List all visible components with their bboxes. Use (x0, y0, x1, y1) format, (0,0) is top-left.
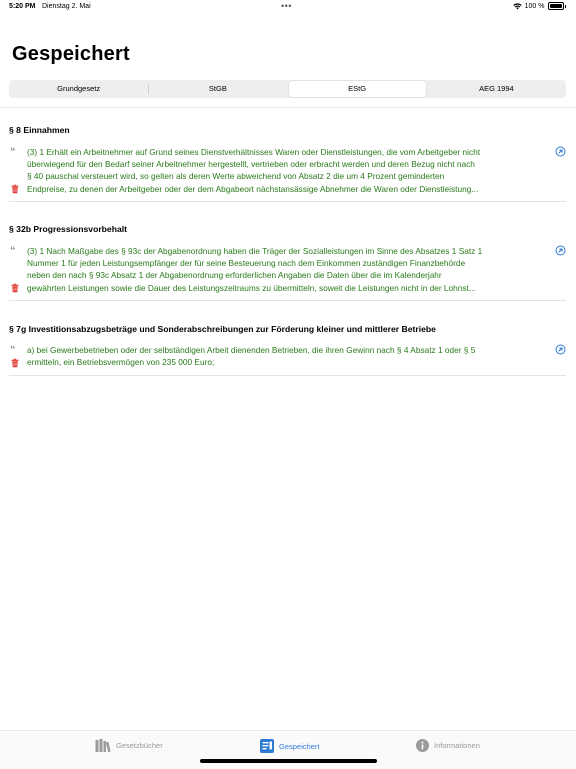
entry-text (27, 146, 549, 195)
page-title: Gespeichert (12, 43, 130, 65)
battery-percent: 100 % (524, 2, 545, 10)
saved-entry[interactable] (0, 146, 576, 196)
section-title: § 8 Einnahmen (9, 125, 70, 135)
saved-icon (260, 739, 274, 753)
segment-stgb[interactable]: StGB (149, 81, 286, 97)
section-title: § 7g Investitionsabzugsbeträge und Sonderabschreibungen zur Förderung kleiner und mittlerer Betriebe (9, 324, 436, 334)
tab-bar (0, 730, 576, 769)
entry-line: Nummer 1 für jeden Leistungsempfänger der für seine Besteuerung nach dem Einkommen zuständigen Finanzbehörde (27, 258, 466, 269)
segment-aeg-1994[interactable]: AEG 1994 (479, 84, 514, 93)
tab-label: Informationen (434, 741, 480, 750)
quote-icon: “ (10, 146, 16, 158)
entry-text (27, 245, 549, 294)
quote-icon: “ (10, 245, 16, 257)
open-link-icon[interactable] (555, 245, 566, 256)
open-link-icon[interactable] (555, 146, 566, 157)
section-divider (9, 375, 566, 376)
entry-line: (3) 1 Nach Maßgabe des § 93c der Abgabenordnung haben die Träger der Sozialleistungen im Sinne des Absatzes 1 Satz 1 (27, 246, 483, 256)
section-title: § 32b Progressionsvorbehalt (9, 224, 127, 234)
entry-line: überwiegend für den Bedarf seiner Arbeitnehmer hergestellt, vertrieben oder erbracht werden und deren Bezug nicht nach (27, 159, 475, 170)
open-link-icon[interactable] (555, 344, 566, 355)
trash-icon[interactable] (10, 184, 20, 194)
header-divider (0, 107, 576, 108)
trash-icon[interactable] (10, 358, 20, 368)
entry-line: neben den nach § 93c Absatz 1 der Abgabenordnung erforderlichen Angaben die Daten über die im Kalenderjahr (27, 270, 442, 281)
entry-line: gewährten Leistungen sowie die Dauer des Leistungszeitraums zu übermitteln, soweit die Leistungen nicht in der Lohnst... (27, 282, 476, 293)
status-bar (0, 0, 576, 14)
wifi-icon (513, 3, 522, 10)
entry-line: Endpreise, zu denen der Arbeitgeber oder der dem Abgabeort nächstansässige Abnehmer die Waren oder Dienstleistung... (27, 183, 479, 194)
trash-icon[interactable] (10, 283, 20, 293)
battery-tip (565, 5, 567, 8)
section-divider (9, 300, 566, 301)
segment-grundgesetz[interactable]: Grundgesetz (57, 84, 101, 93)
tab-gespeichert[interactable] (260, 739, 319, 753)
saved-entry[interactable] (0, 245, 576, 295)
status-time: 5:20 PM (9, 3, 36, 10)
section-divider (9, 201, 566, 202)
entry-text (27, 344, 549, 368)
quote-icon: “ (10, 344, 16, 356)
law-segmented-control (9, 80, 566, 98)
saved-entry[interactable] (0, 344, 576, 372)
tab-gesetzbuecher[interactable] (95, 739, 163, 752)
info-icon (416, 739, 429, 752)
tab-label: Gesetzbücher (116, 741, 163, 750)
home-indicator[interactable] (200, 759, 377, 763)
status-right (513, 2, 566, 10)
multitasking-dots[interactable]: ••• (281, 1, 292, 11)
battery-icon (548, 2, 564, 10)
entry-line: § 40 pauschal versteuert wird, so gelten als deren Werte abweichend von Absatz 2 die um 4 Prozent geminderten (27, 171, 445, 182)
books-icon (95, 739, 111, 752)
tab-label: Gespeichert (279, 741, 320, 751)
entry-line: a) bei Gewerbebetrieben oder der selbständigen Arbeit dienenden Betrieben, die ihren Gewinn nach § 4 Absatz 1 oder § 5 (27, 345, 476, 355)
segment-estg[interactable]: EStG (289, 81, 426, 97)
entry-line: ermitteln, ein Betriebsvermögen von 235 000 Euro; (27, 357, 215, 368)
tab-informationen[interactable] (416, 739, 480, 752)
status-date: Dienstag 2. Mai (42, 3, 91, 10)
entry-line: (3) 1 Erhält ein Arbeitnehmer auf Grund seines Dienstverhältnisses Waren oder Dienstleistungen, die vom Arbeitgeber nicht (27, 147, 481, 157)
